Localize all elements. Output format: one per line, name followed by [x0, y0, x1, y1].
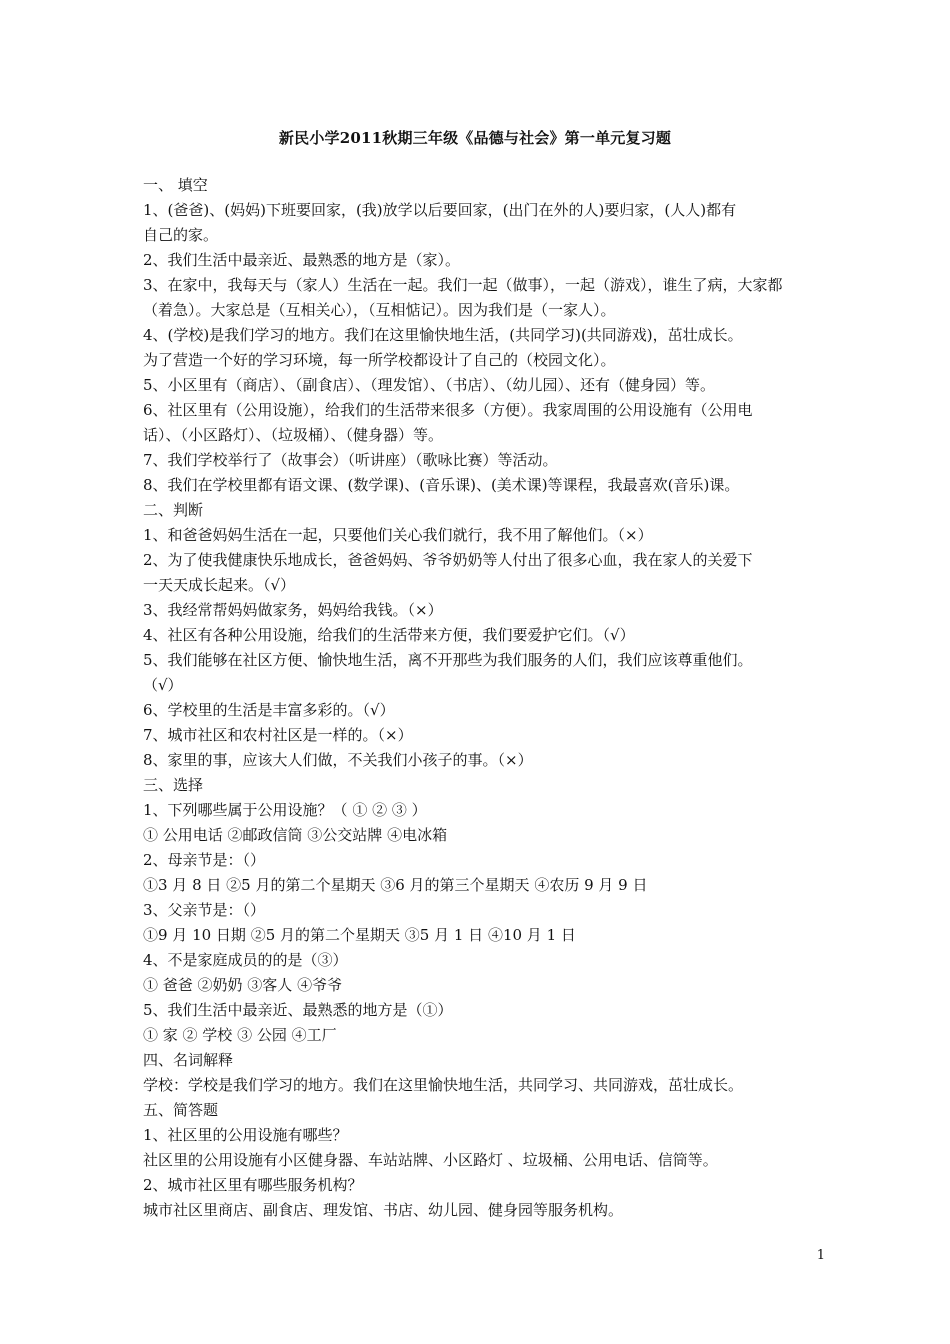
text-line: 3、我经常帮妈妈做家务，妈妈给我钱。（×）: [143, 601, 443, 619]
text-line: （着急）。大家总是（互相关心），（互相惦记）。因为我们是（一家人）。: [143, 301, 616, 319]
text-line: 2、我们生活中最亲近、最熟悉的地方是（家）。: [143, 251, 461, 269]
text-line: 为了营造一个好的学习环境，每一所学校都设计了自己的（校园文化）。: [143, 351, 616, 369]
text-line: 四、名词解释: [143, 1051, 234, 1069]
text-line: ① 公用电话 ②邮政信筒 ③公交站牌 ④电冰箱: [143, 826, 448, 844]
text-line: 社区里的公用设施有小区健身器、车站站牌、小区路灯 、垃圾桶、公用电话、信筒等。: [143, 1151, 718, 1169]
text-line: 3、在家中，我每天与（家人）生活在一起。我们一起（做事），一起（游戏），谁生了病，大家都: [143, 276, 783, 294]
text-line: 6、社区里有（公用设施），给我们的生活带来很多（方便）。我家周围的公用设施有（公用电: [143, 401, 753, 419]
text-line: 学校：学校是我们学习的地方。我们在这里愉快地生活，共同学习、共同游戏，茁壮成长。: [143, 1076, 744, 1094]
text-line: 6、学校里的生活是丰富多彩的。（√）: [143, 701, 395, 719]
document-body: [143, 173, 813, 1223]
text-line: 2、为了使我健康快乐地成长，爸爸妈妈、爷爷奶奶等人付出了很多心血，我在家人的关爱下: [143, 551, 753, 569]
text-line: 五、简答题: [143, 1101, 219, 1119]
text-line: 二、判断: [143, 501, 204, 519]
text-line: ①9 月 10 日期 ②5 月的第二个星期天 ③5 月 1 日 ④10 月 1 日: [143, 926, 576, 944]
text-line: 7、城市社区和农村社区是一样的。（×）: [143, 726, 413, 744]
page-number: 1: [816, 1248, 825, 1263]
text-line: ①3 月 8 日 ②5 月的第二个星期天 ③6 月的第三个星期天 ④农历 9 月 9 日: [143, 876, 648, 894]
text-line: 城市社区里商店、副食店、理发馆、书店、幼儿园、健身园等服务机构。: [143, 1201, 624, 1219]
text-line: 5、我们生活中最亲近、最熟悉的地方是（①）: [143, 1001, 453, 1019]
text-line: 8、我们在学校里都有语文课、(数学课)、(音乐课)、(美术课)等课程，我最喜欢(音乐)课。: [143, 476, 740, 494]
text-line: 三、选择: [143, 776, 204, 794]
text-line: 4、(学校)是我们学习的地方。我们在这里愉快地生活，(共同学习)(共同游戏)，茁壮成长。: [143, 326, 743, 344]
text-line: 话）、（小区路灯）、（垃圾桶）、（健身器）等。: [143, 426, 444, 444]
text-line: 1、下列哪些属于公用设施？（ ① ② ③ ）: [143, 801, 427, 819]
text-line: 自己的家。: [143, 226, 219, 244]
document-title: 新民小学2011秋期三年级《品德与社会》第一单元复习题: [278, 129, 672, 147]
text-line: 一天天成长起来。（√）: [143, 576, 296, 594]
text-line: 4、社区有各种公用设施，给我们的生活带来方便，我们要爱护它们。（√）: [143, 626, 635, 644]
text-line: （√）: [143, 676, 183, 694]
text-line: 5、我们能够在社区方便、愉快地生活，离不开那些为我们服务的人们，我们应该尊重他们。: [143, 651, 753, 669]
text-line: 1、(爸爸)、(妈妈)下班要回家，(我)放学以后要回家，(出门在外的人)要归家，(人人)都有: [143, 201, 737, 219]
text-line: 2、母亲节是：（）: [143, 851, 266, 869]
text-line: 1、和爸爸妈妈生活在一起，只要他们关心我们就行，我不用了解他们。（×）: [143, 526, 653, 544]
text-line: ① 家 ② 学校 ③ 公园 ④工厂: [143, 1026, 337, 1044]
text-line: 5、小区里有（商店）、（副食店）、（理发馆）、（书店）、（幼儿园）、还有（健身园）等。: [143, 376, 716, 394]
text-line: ① 爸爸 ②奶奶 ③客人 ④爷爷: [143, 976, 343, 994]
text-line: 7、我们学校举行了（故事会）（听讲座）（歌咏比赛）等活动。: [143, 451, 558, 469]
text-line: 2、城市社区里有哪些服务机构？: [143, 1176, 363, 1194]
text-line: 3、父亲节是：（）: [143, 901, 266, 919]
text-line: 8、家里的事，应该大人们做，不关我们小孩子的事。（×）: [143, 751, 533, 769]
text-line: 1、社区里的公用设施有哪些？: [143, 1126, 348, 1144]
text-line: 4、不是家庭成员的的是（③）: [143, 951, 348, 969]
text-line: 一、 填空: [143, 176, 208, 194]
